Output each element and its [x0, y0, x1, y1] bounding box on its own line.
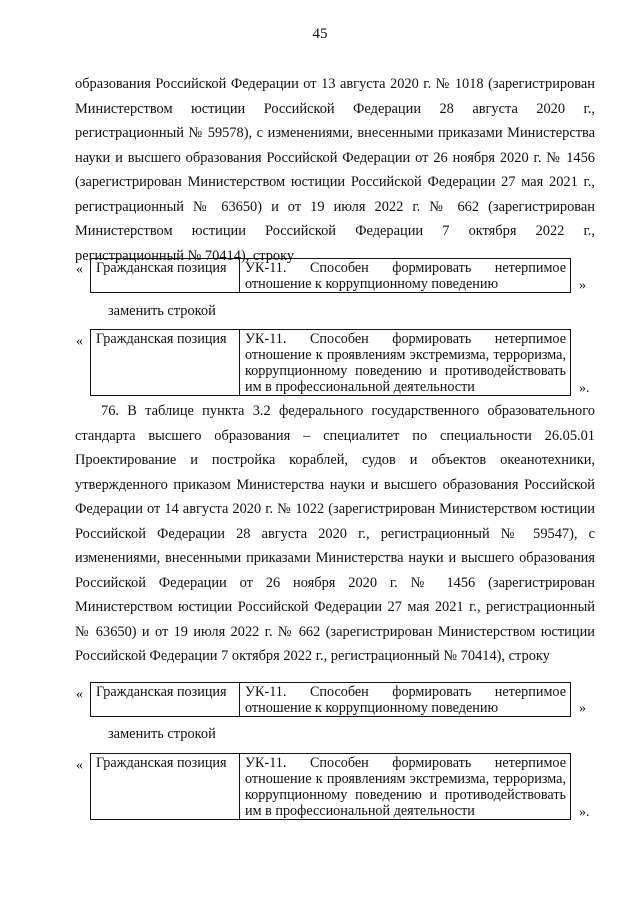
paragraph-75-continuation: образования Российской Федерации от 13 августа 2020 г. № 1018 (зарегистрирован Министерством юстиции Российской Федерации 28 августа 2020 г., регистрационный № 59578), с изменениями, внесенными приказами Министерства науки и высшего образования Российской Федерации от 26 ноября 2020 г. № 1456 (зарегистрирован Министерством юстиции Российской Федерации 27 мая 2021 г., регистрационный № 63650) и от 19 июля 2022 г. № 662 (зарегистрирован Министерством юстиции Российской Федерации 7 октября 2022 г., регистрационный № 70414), строку	[75, 76, 595, 264]
table-new-row-1	[90, 329, 571, 396]
quote-open: «	[76, 334, 83, 349]
quote-close-dot: ».	[579, 805, 590, 820]
competence-text-cell: УК-11. Способен формировать нетерпимое отношение к проявлениям экстремизма, терроризма, коррупционному поведению и противодействовать им в профессиональной деятельности	[240, 754, 571, 820]
competence-text-cell: УК-11. Способен формировать нетерпимое отношение к коррупционному поведению	[240, 683, 571, 717]
replace-label: заменить строкой	[108, 303, 216, 319]
replace-label: заменить строкой	[108, 726, 216, 742]
competence-category-cell: Гражданская позиция	[91, 259, 240, 293]
table-old-row-1	[90, 258, 571, 293]
page-number: 45	[312, 26, 328, 42]
table-new-row-2	[90, 753, 571, 820]
table-row	[91, 683, 571, 717]
quote-close: »	[579, 278, 586, 293]
competence-category-cell: Гражданская позиция	[91, 330, 240, 396]
table-row	[91, 754, 571, 820]
competence-category-cell: Гражданская позиция	[91, 754, 240, 820]
quote-open: «	[76, 262, 83, 277]
quote-open: «	[76, 687, 83, 702]
quote-close: »	[579, 701, 586, 716]
table-row	[91, 259, 571, 293]
paragraph-76: 76. В таблице пункта 3.2 федерального государственного образовательного стандарта высшего образования – специалитет по специальности 26.05.01 Проектирование и постройка кораблей, судов и объектов океанотехники, утвержденного приказом Министерства науки и высшего образования Российской Федерации от 14 августа 2020 г. № 1022 (зарегистрирован Министерством юстиции Российской Федерации 28 августа 2020 г., регистрационный № 59547), с изменениями, внесенными приказами Министерства науки и высшего образования Российской Федерации от 26 ноября 2020 г. № 1456 (зарегистрирован Министерством юстиции Российской Федерации 27 мая 2021 г., регистрационный № 63650) и от 19 июля 2022 г. № 662 (зарегистрирован Министерством юстиции Российской Федерации 7 октября 2022 г., регистрационный № 70414), строку	[75, 403, 595, 664]
competence-text-cell: УК-11. Способен формировать нетерпимое отношение к проявлениям экстремизма, терроризма, коррупционному поведению и противодействовать им в профессиональной деятельности	[240, 330, 571, 396]
quote-close-dot: ».	[579, 381, 590, 396]
competence-category-cell: Гражданская позиция	[91, 683, 240, 717]
quote-open: «	[76, 758, 83, 773]
competence-text-cell: УК-11. Способен формировать нетерпимое отношение к коррупционному поведению	[240, 259, 571, 293]
table-old-row-2	[90, 682, 571, 717]
table-row	[91, 330, 571, 396]
